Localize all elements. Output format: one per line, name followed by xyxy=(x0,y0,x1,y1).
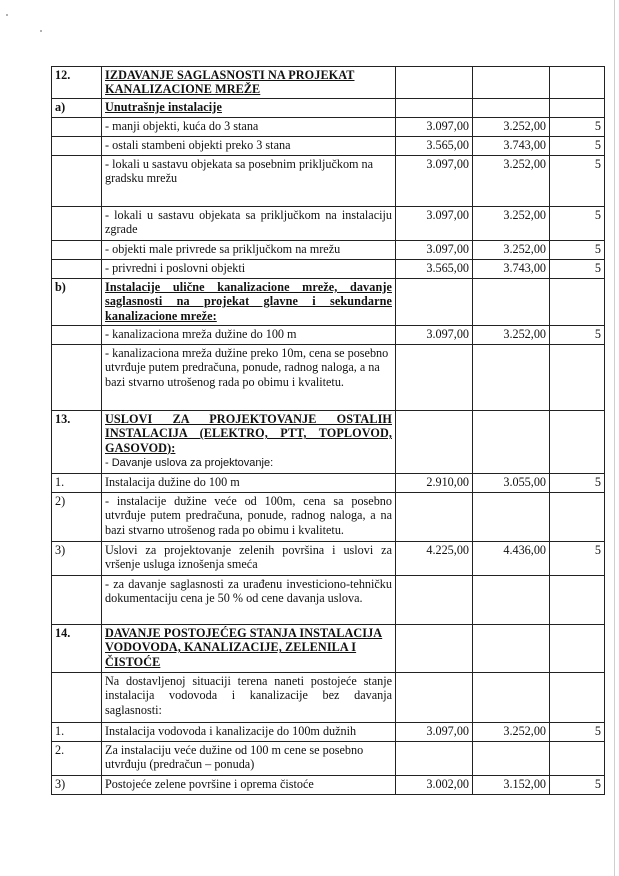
table-row xyxy=(52,325,605,344)
value-1 xyxy=(396,575,473,624)
value-1: 3.097,00 xyxy=(396,722,473,741)
table-row xyxy=(52,278,605,325)
table-row xyxy=(52,240,605,259)
row-description: - instalacije dužine veće od 100m, cena sa posebno utvrđuje putem predračuna, ponude, radnog naloga, a na bazi stvarno utrošenog rada po obimu i kvalitetu. xyxy=(102,492,396,541)
section-heading: DAVANJE POSTOJEĆEG STANJA INSTALACIJA VODOVODA, KANALIZACIJE, ZELENILA I ČISTOĆE xyxy=(102,624,396,672)
value-3 xyxy=(550,672,605,722)
value-1: 4.225,00 xyxy=(396,541,473,575)
value-3: 5 xyxy=(550,240,605,259)
value-2 xyxy=(473,672,550,722)
value-1: 3.097,00 xyxy=(396,155,473,206)
value-1 xyxy=(396,741,473,775)
row-number xyxy=(52,325,102,344)
value-3: 5 xyxy=(550,259,605,278)
value-3 xyxy=(550,344,605,410)
value-3: 5 xyxy=(550,541,605,575)
row-description: - privredni i poslovni objekti xyxy=(102,259,396,278)
row-description: Uslovi za projektovanje zelenih površina i uslovi za vršenje usluga iznošenja smeća xyxy=(102,541,396,575)
table-row xyxy=(52,541,605,575)
row-number: 2) xyxy=(52,492,102,541)
row-number: 2. xyxy=(52,741,102,775)
value-2: 3.252,00 xyxy=(473,325,550,344)
section-heading: USLOVI ZA PROJEKTOVANJE OSTALIH INSTALACIJA (ELEKTRO, PTT, TOPLOVOD, GASOVOD): - Davanje uslova za projektovanje: xyxy=(102,410,396,473)
value-2: 3.252,00 xyxy=(473,240,550,259)
row-description: - lokali u sastavu objekata sa posebnim priključkom na gradsku mrežu xyxy=(102,155,396,206)
row-number: 3) xyxy=(52,775,102,794)
value-2 xyxy=(473,575,550,624)
row-description: - lokali u sastavu objekata sa priključkom na instalaciju zgrade xyxy=(102,206,396,240)
value-1: 3.565,00 xyxy=(396,136,473,155)
row-number: 3) xyxy=(52,541,102,575)
table-row xyxy=(52,117,605,136)
table-row xyxy=(52,410,605,473)
row-number xyxy=(52,155,102,206)
value-3: 5 xyxy=(550,136,605,155)
value-2: 3.252,00 xyxy=(473,722,550,741)
row-description: - kanalizaciona mreža dužine preko 10m, cena se posebno utvrđuje putem predračuna, ponude, radnog naloga, a na bazi stvarno utrošenog rada po obimu i kvalitetu. xyxy=(102,344,396,410)
value-1 xyxy=(396,624,473,672)
row-number: 1. xyxy=(52,473,102,492)
table-row xyxy=(52,473,605,492)
table-row xyxy=(52,775,605,794)
value-3 xyxy=(550,492,605,541)
value-1: 3.097,00 xyxy=(396,117,473,136)
subsection-heading: Unutrašnje instalacije xyxy=(102,98,396,117)
row-number xyxy=(52,344,102,410)
row-description: - za davanje saglasnosti za urađenu investiciono-tehničku dokumentaciju cena je 50 % od cene davanja uslova. xyxy=(102,575,396,624)
value-2: 3.252,00 xyxy=(473,117,550,136)
value-2: 4.436,00 xyxy=(473,541,550,575)
value-3 xyxy=(550,741,605,775)
subsection-heading: Instalacije ulične kanalizacione mreže, davanje saglasnosti na projekat glavne i sekundarne kanalizacione mreže: xyxy=(102,278,396,325)
value-2 xyxy=(473,344,550,410)
table-row xyxy=(52,492,605,541)
value-3: 5 xyxy=(550,325,605,344)
row-number xyxy=(52,259,102,278)
table-row xyxy=(52,741,605,775)
row-description: - objekti male privrede sa priključkom na mrežu xyxy=(102,240,396,259)
row-number xyxy=(52,136,102,155)
table-row xyxy=(52,98,605,117)
row-number xyxy=(52,206,102,240)
table-row xyxy=(52,672,605,722)
row-description: Instalacija dužine do 100 m xyxy=(102,473,396,492)
table-row xyxy=(52,67,605,99)
value-2 xyxy=(473,410,550,473)
value-2 xyxy=(473,98,550,117)
value-3: 5 xyxy=(550,155,605,206)
row-description: - manji objekti, kuća do 3 stana xyxy=(102,117,396,136)
value-1 xyxy=(396,278,473,325)
value-1: 3.002,00 xyxy=(396,775,473,794)
value-2: 3.743,00 xyxy=(473,259,550,278)
value-3 xyxy=(550,410,605,473)
row-number: a) xyxy=(52,98,102,117)
value-2: 3.055,00 xyxy=(473,473,550,492)
row-number xyxy=(52,672,102,722)
value-2: 3.252,00 xyxy=(473,206,550,240)
value-3: 5 xyxy=(550,722,605,741)
value-3 xyxy=(550,98,605,117)
row-number: 1. xyxy=(52,722,102,741)
value-3: 5 xyxy=(550,206,605,240)
table-row xyxy=(52,575,605,624)
section-heading: IZDAVANJE SAGLASNOSTI NA PROJEKAT KANALIZACIONE MREŽE xyxy=(102,67,396,99)
row-description: Na dostavljenoj situaciji terena naneti postojeće stanje instalacija vodovoda i kanalizacije bez davanja saglasnosti: xyxy=(102,672,396,722)
row-description: - ostali stambeni objekti preko 3 stana xyxy=(102,136,396,155)
value-1 xyxy=(396,410,473,473)
section-subtext: - Davanje uslova za projektovanje: xyxy=(105,456,274,469)
row-description: Postojeće zelene površine i oprema čistoće xyxy=(102,775,396,794)
tariff-table xyxy=(51,66,605,795)
value-1 xyxy=(396,98,473,117)
row-number xyxy=(52,240,102,259)
value-3: 5 xyxy=(550,117,605,136)
table-row xyxy=(52,155,605,206)
value-2: 3.252,00 xyxy=(473,155,550,206)
table-row xyxy=(52,722,605,741)
value-3: 5 xyxy=(550,473,605,492)
table-row xyxy=(52,624,605,672)
value-1: 3.097,00 xyxy=(396,240,473,259)
table-row xyxy=(52,206,605,240)
value-1 xyxy=(396,344,473,410)
value-2 xyxy=(473,278,550,325)
value-1 xyxy=(396,492,473,541)
scan-speck xyxy=(6,14,8,16)
value-2 xyxy=(473,741,550,775)
value-3 xyxy=(550,278,605,325)
row-description: Instalacija vodovoda i kanalizacije do 100m dužnih xyxy=(102,722,396,741)
row-description: Za instalaciju veće dužine od 100 m cene se posebno utvrđuju (predračun – ponuda) xyxy=(102,741,396,775)
page-edge xyxy=(614,0,615,876)
value-3: 5 xyxy=(550,775,605,794)
value-1: 3.097,00 xyxy=(396,325,473,344)
row-number xyxy=(52,117,102,136)
row-number: b) xyxy=(52,278,102,325)
value-2: 3.743,00 xyxy=(473,136,550,155)
scan-speck xyxy=(40,30,42,32)
value-1: 3.097,00 xyxy=(396,206,473,240)
value-3 xyxy=(550,624,605,672)
value-1 xyxy=(396,672,473,722)
table-row xyxy=(52,344,605,410)
row-number: 12. xyxy=(52,67,102,99)
value-3 xyxy=(550,67,605,99)
value-2 xyxy=(473,624,550,672)
row-number xyxy=(52,575,102,624)
row-number: 14. xyxy=(52,624,102,672)
value-2: 3.152,00 xyxy=(473,775,550,794)
value-2 xyxy=(473,492,550,541)
row-description: - kanalizaciona mreža dužine do 100 m xyxy=(102,325,396,344)
value-1 xyxy=(396,67,473,99)
value-3 xyxy=(550,575,605,624)
value-1: 3.565,00 xyxy=(396,259,473,278)
table-row xyxy=(52,259,605,278)
value-1: 2.910,00 xyxy=(396,473,473,492)
table-row xyxy=(52,136,605,155)
row-number: 13. xyxy=(52,410,102,473)
value-2 xyxy=(473,67,550,99)
